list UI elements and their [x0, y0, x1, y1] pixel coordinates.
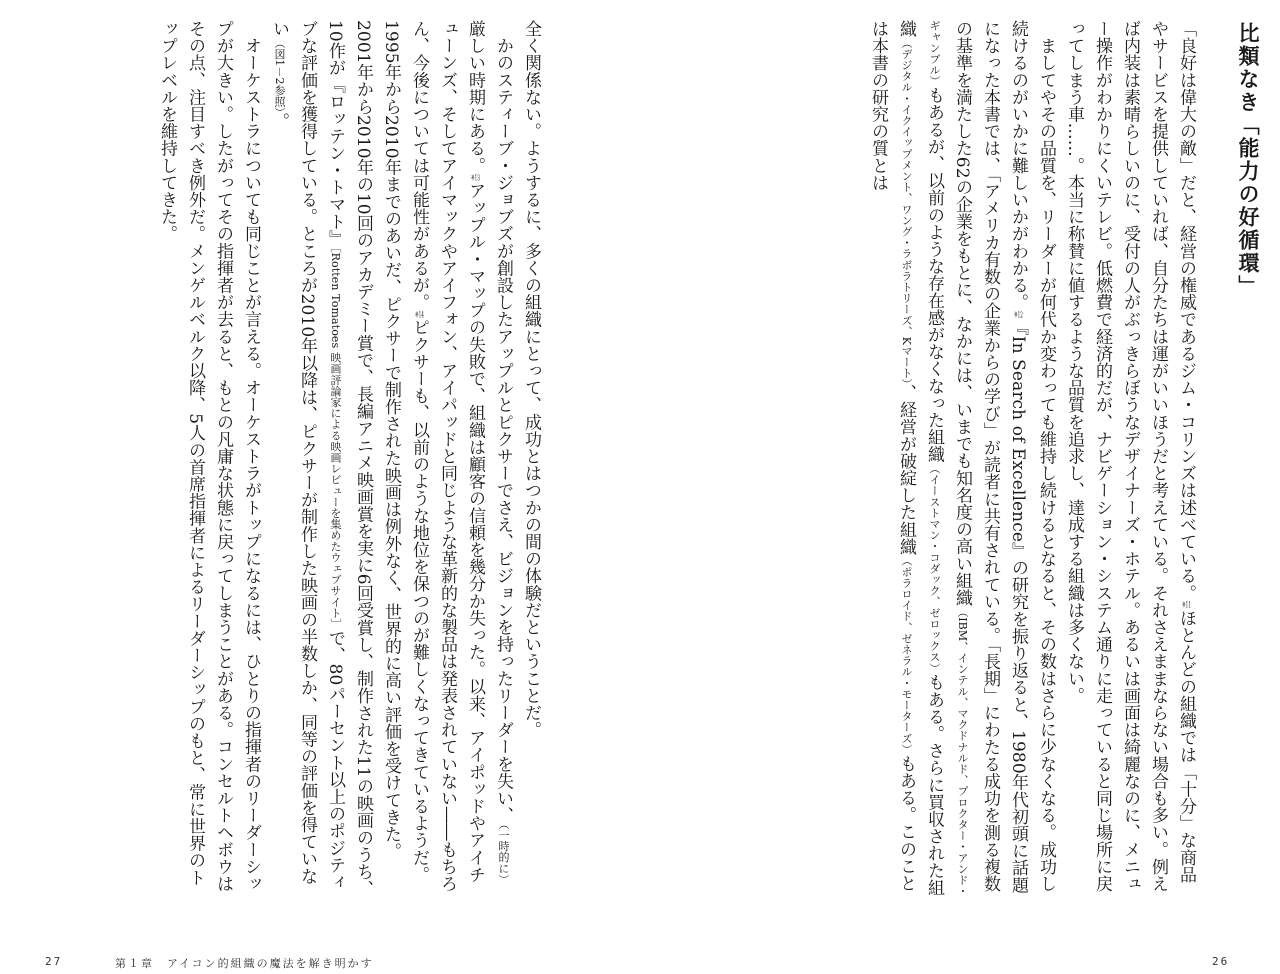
inline-note: （イーストマン・コダック、ゼロックス） [928, 462, 941, 674]
footnote-ref: ※11 [1182, 601, 1191, 610]
inline-note: （IBM、インテル、マクドナルド、プロクター・アンド・ギャンブル） [928, 20, 969, 897]
inline-note: ［Rotten Tomatoes 映画評論家による映画レビューを集めたウェブサイト］ [329, 247, 342, 630]
paragraph: オーケストラについても同じことが言える。オーケストラがトップになるには、ひとりの指揮者のリーダーシップが大きい。したがってその指揮者が去ると、もとの凡庸な状態に戻ってしまうことがある。コンセルトヘボウはその点、注目すべき例外だ。メンゲルベルク以降、5人の首席指揮者によるリーダーシップのもと、常に世界のトップレベルを維持してきた。 [157, 20, 261, 893]
right-page-body [715, 20, 1200, 900]
paragraph: かのスティーブ・ジョブズが創設したアップルとピクサーでさえ、ビジョンを持ったリーダーを失い、（一時的に）厳しい時期にある。※13アップル・マップの失敗で、組織は顧客の信頼を幾分か失った。以来、アイポッドやアイチューンズ、そしてアイマックやアイフォン、アイパッドと同じような革新的な製品は発表されていない――もちろん、今後については可能性があるが。※14ピクサーも、以前のような地位を保つのが難しくなってきているようだ。1995年から2010年までのあいだ、ピクサーで制作された映画は例外なく、世界的に高い評価を受けてきた。2001年から2010年の10回のアカデミー賞で、長編アニメ映画賞を実に6回受賞し、制作された11の映画のうち、10作が『ロッテン・トマト』［Rotten Tomatoes 映画評論家による映画レビューを集めたウェブサイト］で、80パーセント以上のポジティブな評価を獲得している。ところが2010年以降は、ピクサーが制作した映画の半数しか、同等の評価を得ていない（図1－2参照）。 [269, 20, 513, 898]
paragraph: 「良好は偉大の敵」だと、経営の権威であるジム・コリンズは述べている。※11ほとんどの組織では「十分」な商品やサービスを提供していれば、自分たちは運がいいほうだと考えている。それさえままならない場合も多い。例えば内装は素晴らしいのに、受付の人がぶっきらぼうなデザイナーズ・ホテル。あるいは画面は綺麗なのに、メニュー操作がわかりにくいテレビ。低燃費で経済的だが、ナビゲーション・システム通りに走っていると同じ場所に戻ってしまう車……。本当に称賛に値するような品質を追求し、達成する組織は多くない。 [1064, 20, 1196, 893]
figure-reference: （図1－2参照） [273, 37, 286, 113]
footnote-ref: ※12 [1014, 310, 1023, 319]
page-number-left: 27 [45, 955, 63, 968]
left-page-body [25, 20, 545, 900]
inline-note: （デジタル・イクイップメント、ワング・ラボラトリーズ、Kマート） [900, 37, 913, 385]
page-number-right: 26 [1212, 955, 1230, 968]
right-page [640, 0, 1280, 974]
inline-note: （一時的に） [497, 823, 510, 885]
inline-note: （ポラロイド、ゼネラル・モーターズ） [900, 555, 913, 755]
footnote-ref: ※13 [471, 173, 480, 182]
chapter-running-head: 第１章 アイコン的組織の魔法を解き明かす [115, 957, 374, 970]
paragraph: 全く関係ない。ようするに、多くの組織にとって、成功とはつかの間の体験だということだ。 [521, 20, 541, 739]
paragraph: ましてやその品質を、リーダーが何代か変わっても維持し続けるとなると、その数はさらに少なくなる。成功し続けるのがいかに難しいかがわかる。※12『In Search of Excellence』の研究を振り返ると、1980年代初頭に話題になった本書では、「アメリカ有数の企業からの学び」が読者に共有されている。「長期」にわたる成功を測る複数の基準を満たした62の企業をもとに、なかには、いまでも知名度の高い組織（IBM、インテル、マクドナルド、プロクター・アンド・ギャンブル）もあるが、以前のような存在感がなくなった組織（イーストマン・コダック、ゼロックス）もある。さらに買収された組織（デジタル・イクイップメント、ワング・ラボラトリーズ、Kマート）、経営が破綻した組織（ポラロイド、ゼネラル・モーターズ）もある。このことは本書の研究の質とは [868, 20, 1056, 897]
footnote-ref: ※14 [415, 310, 424, 319]
section-heading: 比類なき「能力の好循環」 [1236, 22, 1260, 298]
